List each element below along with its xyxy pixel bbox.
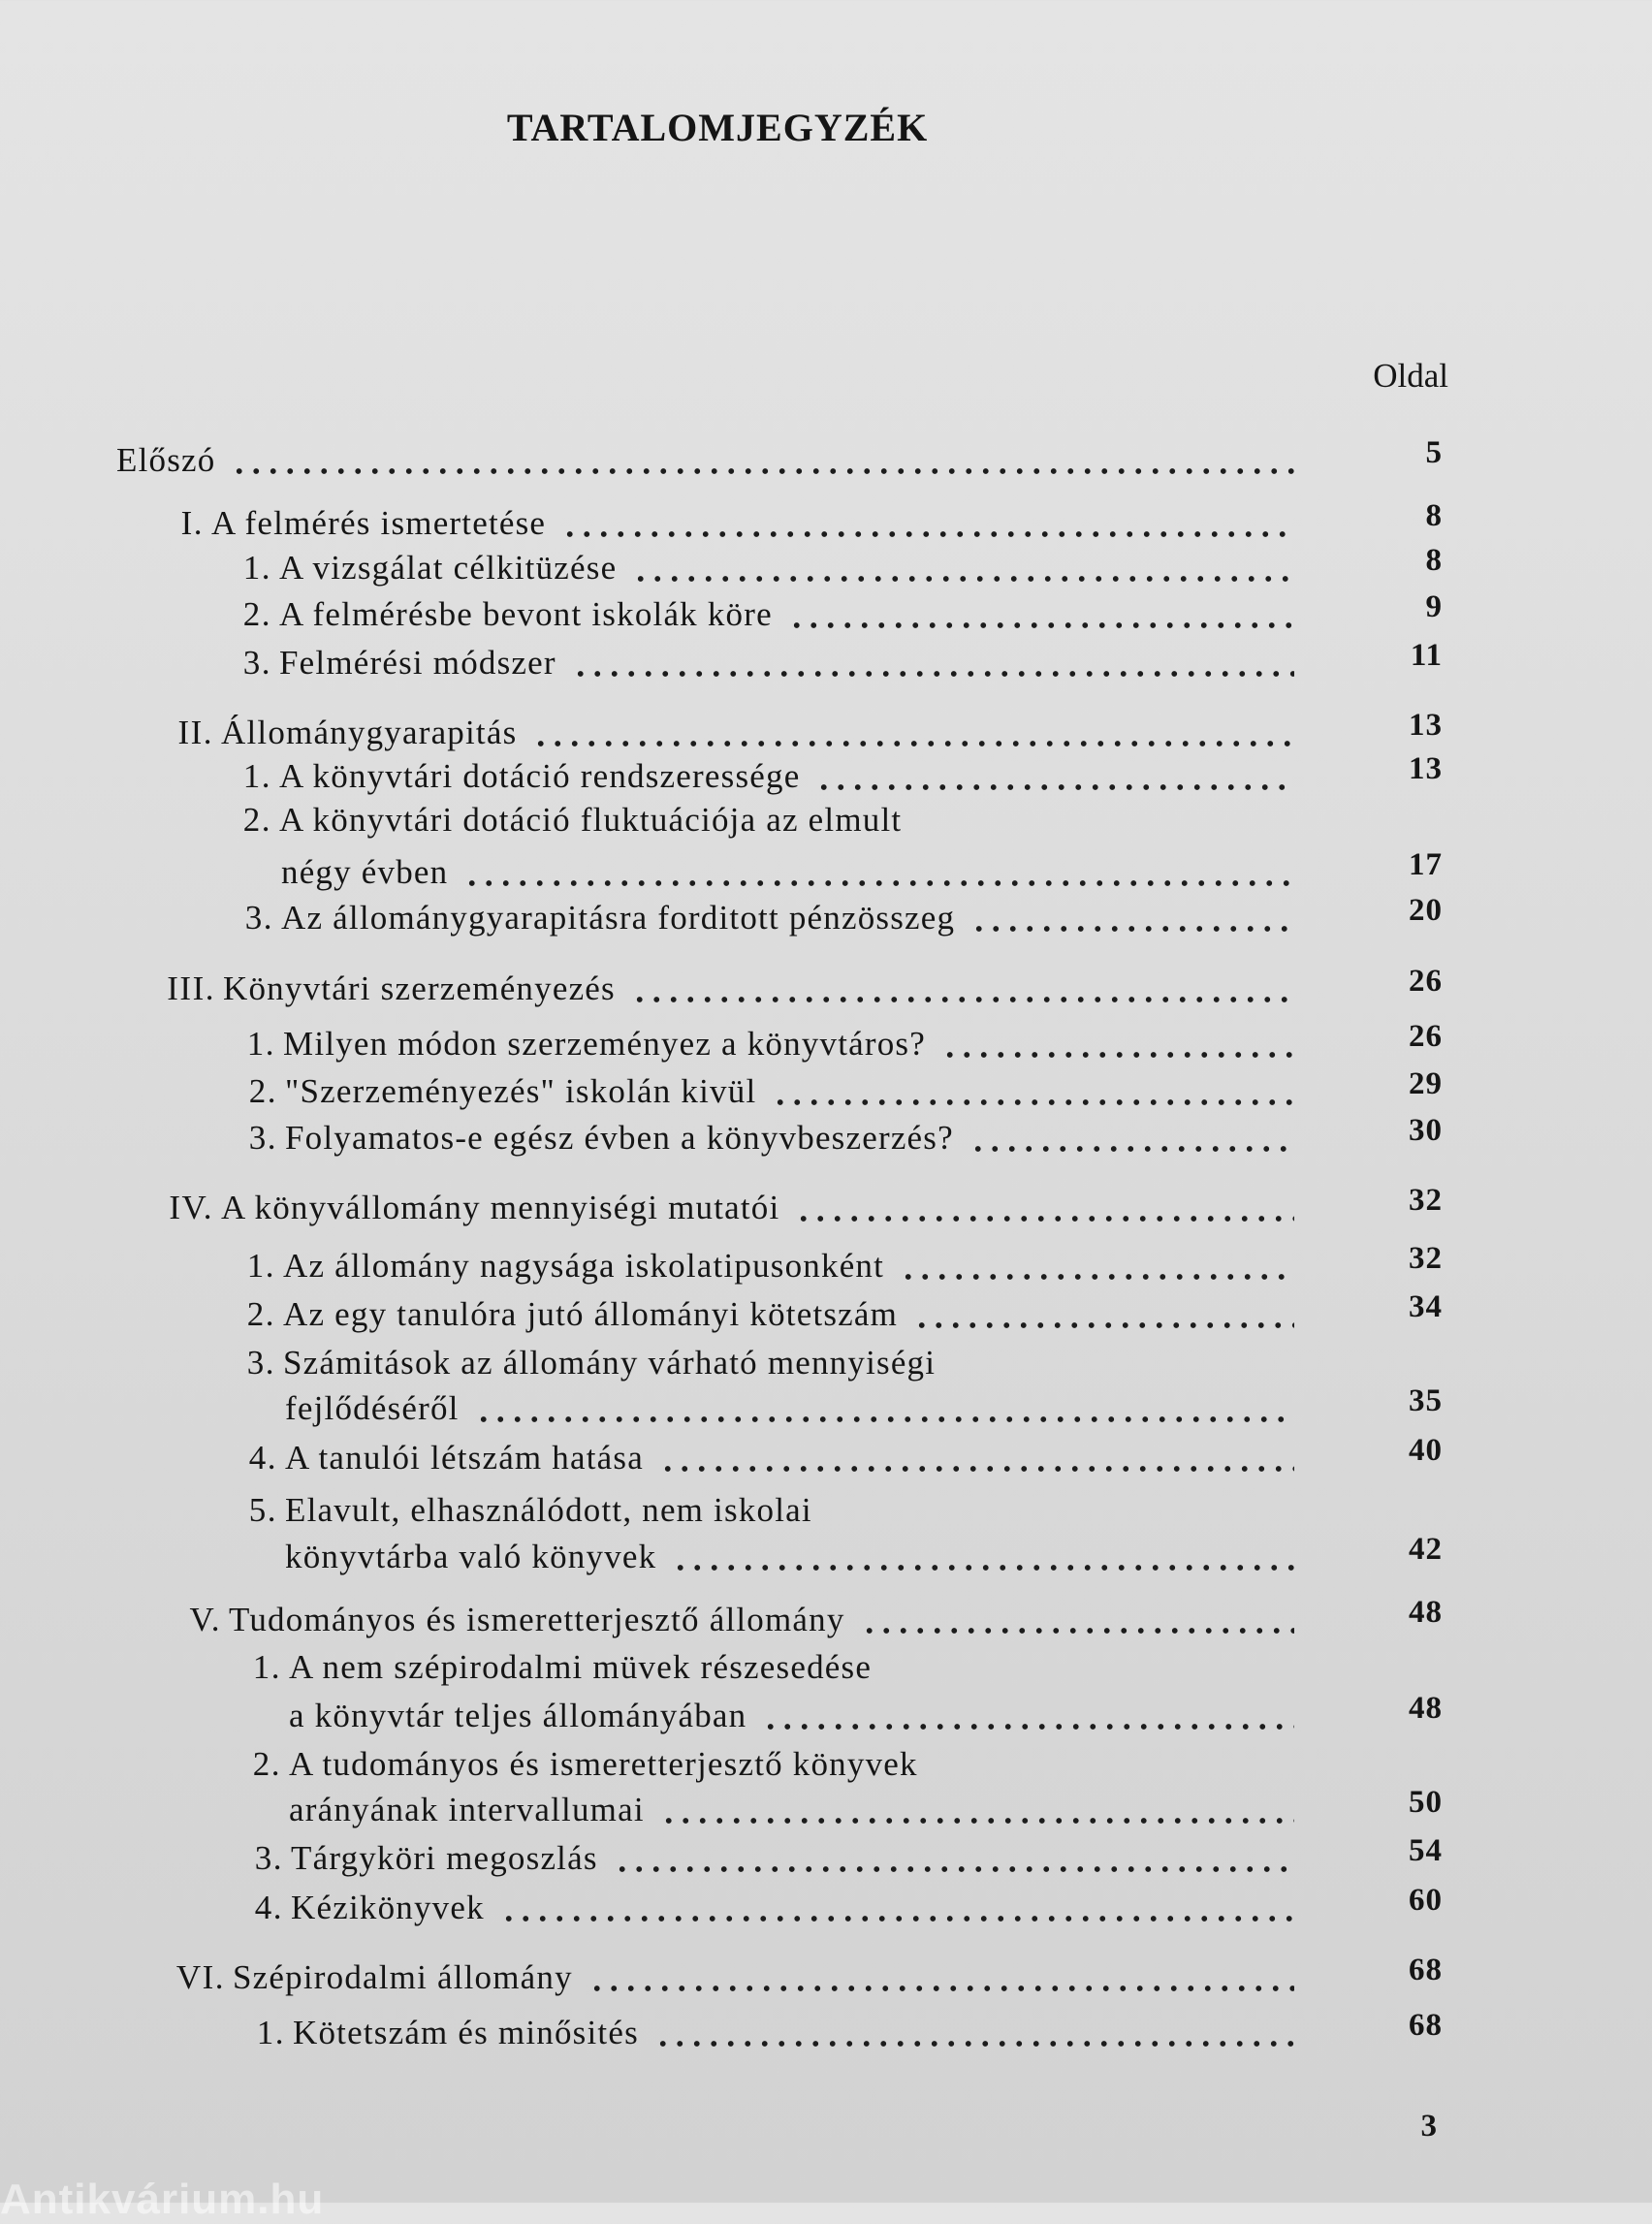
toc-entry-number: 3. bbox=[254, 1839, 283, 1877]
watermark: Antikvárium.hu bbox=[0, 2176, 325, 2223]
toc-entry-title: arányának intervallumai bbox=[289, 1791, 645, 1828]
toc-entry-page: 68 bbox=[1409, 1953, 1443, 1987]
toc-entry-page: 8 bbox=[1425, 498, 1443, 533]
toc-entry-title: A könyvállomány mennyiségi mutatói bbox=[221, 1189, 780, 1226]
toc-entry-number: II. bbox=[177, 714, 213, 751]
dot-leader bbox=[614, 1866, 1294, 1872]
toc-entry-page: 9 bbox=[1425, 589, 1443, 624]
dot-leader bbox=[772, 1099, 1294, 1105]
toc-entry-page: 20 bbox=[1409, 893, 1443, 928]
dot-leader bbox=[970, 926, 1294, 932]
toc-entry-number: 2. bbox=[248, 1072, 277, 1110]
toc-entry-number: 1. bbox=[242, 549, 271, 587]
toc-entry-page: 60 bbox=[1409, 1883, 1443, 1918]
toc-entry-page: 5 bbox=[1425, 435, 1443, 470]
toc-entry-title: Kézikönyvek bbox=[291, 1889, 485, 1926]
toc-entry bbox=[0, 1241, 1652, 1295]
toc-entry-number: 1. bbox=[246, 1247, 275, 1285]
toc-entry-title: Számitások az állomány várható mennyiségi bbox=[283, 1344, 937, 1382]
toc-entry bbox=[0, 1113, 1652, 1167]
toc-entry-page: 40 bbox=[1409, 1433, 1443, 1468]
toc-entry-number: 3. bbox=[242, 644, 271, 682]
dot-leader bbox=[672, 1565, 1294, 1571]
dot-leader bbox=[788, 622, 1294, 628]
toc-entry-title: Előszó bbox=[116, 441, 216, 479]
toc-entry-number: 4. bbox=[248, 1439, 277, 1477]
toc-entry-page: 11 bbox=[1410, 638, 1443, 673]
page-column-label: Oldal bbox=[1373, 357, 1448, 395]
dot-leader bbox=[660, 1818, 1294, 1824]
dot-leader bbox=[969, 1146, 1294, 1152]
toc-entry bbox=[0, 1833, 1652, 1888]
toc-entry bbox=[0, 638, 1652, 692]
toc-entry-page: 26 bbox=[1409, 964, 1443, 999]
toc-entry-number: 1. bbox=[242, 757, 271, 795]
toc-entry-number: IV. bbox=[169, 1189, 213, 1226]
toc-entry bbox=[0, 751, 1652, 806]
toc-entry bbox=[0, 1433, 1652, 1487]
toc-entry-title: A nem szépirodalmi müvek részesedése bbox=[289, 1648, 873, 1686]
toc-entry-page: 35 bbox=[1409, 1383, 1443, 1418]
toc-title: TARTALOMJEGYZÉK bbox=[506, 106, 929, 149]
dot-leader bbox=[231, 468, 1294, 474]
dot-leader bbox=[463, 880, 1294, 886]
toc-entry-title: Szépirodalmi állomány bbox=[233, 1958, 573, 1996]
page-number: 3 bbox=[1420, 2109, 1437, 2144]
toc-entry-title: Az állománygyarapitásra forditott pénzösszeg bbox=[281, 899, 956, 937]
toc-entry-page: 29 bbox=[1409, 1066, 1443, 1101]
toc-entry-title: A vizsgálat célkitüzése bbox=[279, 549, 618, 587]
toc-entry bbox=[0, 1532, 1652, 1586]
toc-entry-page: 50 bbox=[1409, 1785, 1443, 1820]
dot-leader bbox=[572, 671, 1294, 677]
toc-entry-number: I. bbox=[180, 504, 204, 542]
toc-entry bbox=[0, 1953, 1652, 2007]
toc-entry bbox=[0, 1383, 1652, 1438]
toc-entry-page: 13 bbox=[1409, 751, 1443, 786]
dot-leader bbox=[561, 531, 1294, 537]
toc-entry bbox=[0, 1595, 1652, 1649]
toc-entry-page: 34 bbox=[1409, 1289, 1443, 1324]
toc-entry-title: Folyamatos-e egész évben a könyvbeszerzés? bbox=[285, 1119, 954, 1157]
toc-entry bbox=[0, 1648, 1652, 1697]
toc-entry-page: 13 bbox=[1409, 708, 1443, 743]
toc-entry bbox=[0, 893, 1652, 947]
toc-entry-title: Felmérési módszer bbox=[279, 644, 556, 682]
toc-entry-number: 2. bbox=[246, 1295, 275, 1333]
toc-entry bbox=[0, 1183, 1652, 1237]
toc-entry-number: 2. bbox=[252, 1745, 281, 1783]
dot-leader bbox=[762, 1724, 1294, 1730]
toc-entry-number: 5. bbox=[248, 1491, 277, 1529]
toc-entry-title: a könyvtár teljes állományában bbox=[289, 1697, 747, 1734]
toc-entry-number: III. bbox=[167, 969, 215, 1007]
toc-entry-page: 68 bbox=[1409, 2008, 1443, 2043]
dot-leader bbox=[941, 1052, 1294, 1058]
toc-entry-page: 42 bbox=[1409, 1532, 1443, 1567]
toc-entry-title: A könyvtári dotáció fluktuációja az elmult bbox=[279, 801, 903, 839]
toc-entry-title: Az egy tanulóra jutó állományi kötetszám bbox=[283, 1295, 899, 1333]
toc-entry-number: 1. bbox=[256, 2014, 285, 2051]
toc-entry-page: 32 bbox=[1409, 1183, 1443, 1218]
toc-entry-title: Az állomány nagysága iskolatipusonként bbox=[283, 1247, 885, 1285]
toc-entry bbox=[0, 435, 1652, 490]
toc-entry-title: Elavult, elhasználódott, nem iskolai bbox=[285, 1491, 812, 1529]
toc-entry-number: 2. bbox=[242, 595, 271, 633]
toc-entry-title: fejlődéséről bbox=[285, 1389, 460, 1427]
toc-entry-number: 3. bbox=[246, 1344, 275, 1382]
toc-entry-title: A tudományos és ismeretterjesztő könyvek bbox=[289, 1745, 918, 1783]
toc-entry-title: "Szerzeményezés" iskolán kivül bbox=[285, 1072, 757, 1110]
toc-entry-page: 17 bbox=[1409, 847, 1443, 882]
toc-entry-number: 1. bbox=[246, 1025, 275, 1063]
toc-entry bbox=[0, 801, 1652, 849]
toc-entry-title: négy évben bbox=[281, 853, 449, 891]
toc-entry-number: 2. bbox=[242, 801, 271, 839]
toc-entry bbox=[0, 2008, 1652, 2062]
toc-entry-title: Kötetszám és minősités bbox=[293, 2014, 639, 2051]
toc-entry-number: 4. bbox=[254, 1889, 283, 1926]
dot-leader bbox=[588, 1986, 1294, 1991]
dot-leader bbox=[795, 1216, 1294, 1222]
toc-entry-title: Állománygyarapitás bbox=[221, 714, 518, 751]
toc-entry-page: 32 bbox=[1409, 1241, 1443, 1276]
dot-leader bbox=[631, 997, 1294, 1002]
toc-entry-page: 8 bbox=[1425, 543, 1443, 578]
toc-entry bbox=[0, 1785, 1652, 1839]
toc-entry-title: Tárgyköri megoszlás bbox=[291, 1839, 598, 1877]
dot-leader bbox=[913, 1322, 1294, 1328]
toc-entry-number: 3. bbox=[244, 899, 273, 937]
toc-entry bbox=[0, 589, 1652, 644]
toc-entry-page: 54 bbox=[1409, 1833, 1443, 1868]
toc-entry-page: 26 bbox=[1409, 1019, 1443, 1054]
toc-entry-page: 30 bbox=[1409, 1113, 1443, 1148]
toc-entry-page: 48 bbox=[1409, 1691, 1443, 1726]
dot-leader bbox=[532, 741, 1294, 747]
toc-entry bbox=[0, 1691, 1652, 1745]
dot-leader bbox=[500, 1916, 1294, 1922]
toc-entry-number: 3. bbox=[248, 1119, 277, 1157]
toc-entry-number: VI. bbox=[175, 1958, 225, 1996]
toc-entry-page: 48 bbox=[1409, 1595, 1443, 1630]
dot-leader bbox=[654, 2041, 1294, 2047]
toc-entry-title: Tudományos és ismeretterjesztő állomány bbox=[229, 1601, 845, 1638]
dot-leader bbox=[475, 1416, 1294, 1422]
toc-entry-title: A felmérésbe bevont iskolák köre bbox=[279, 595, 773, 633]
toc-entry bbox=[0, 964, 1652, 1018]
toc-entry-number: 1. bbox=[252, 1648, 281, 1686]
toc-entry-title: A könyvtári dotáció rendszeressége bbox=[279, 757, 801, 795]
dot-leader bbox=[900, 1274, 1294, 1280]
toc-entry-title: Milyen módon szerzeményez a könyvtáros? bbox=[283, 1025, 926, 1063]
dot-leader bbox=[659, 1466, 1294, 1472]
dot-leader bbox=[815, 784, 1294, 790]
toc-entry-title: A felmérés ismertetése bbox=[211, 504, 547, 542]
toc-entry-title: A tanulói létszám hatása bbox=[285, 1439, 644, 1477]
toc-entry-title: könyvtárba való könyvek bbox=[285, 1538, 657, 1575]
toc-entry bbox=[0, 1883, 1652, 1937]
toc-entry bbox=[0, 1289, 1652, 1344]
toc-entry-number: V. bbox=[189, 1601, 221, 1638]
dot-leader bbox=[632, 576, 1294, 582]
toc-entry-title: Könyvtári szerzeményezés bbox=[223, 969, 616, 1007]
dot-leader bbox=[861, 1628, 1294, 1634]
